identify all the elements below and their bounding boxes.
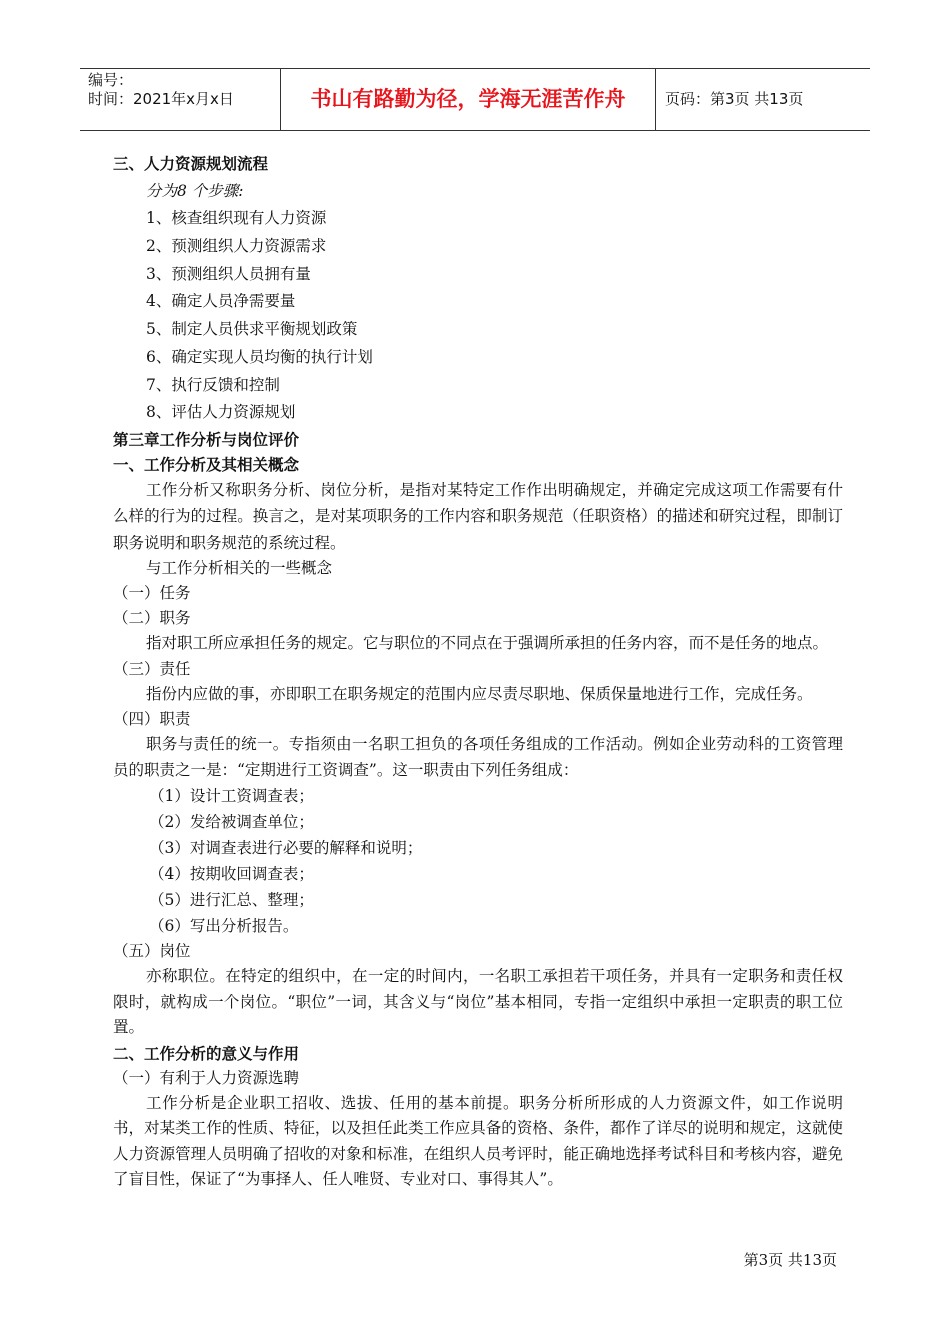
- task-item: （1）设计工资调查表；: [149, 787, 314, 806]
- chapter-title: 第三章工作分析与岗位评价: [113, 429, 300, 449]
- paragraph: 工作分析是企业职工招收、选拔、任用的基本前提。职务分析所形成的人力资源文件，如工作说明书，对某类工作的性质、特征，以及担任此类工作应具备的资格、条件，都作了详尽的说明和规定，这就使人力资源管理人员明确了招收的对象和标准，在组织人员考评时，能正确地选择考试科目和考核内容，避免了盲目性，保证了“为事择人、任人唯贤、专业对口、事得其人”。: [113, 1093, 843, 1189]
- step-item: 4、确定人员净需要量: [146, 292, 296, 311]
- page-footer: 第3页 共13页: [743, 1251, 837, 1269]
- paragraph: 指份内应做的事，亦即职工在职务规定的范围内应尽责尽职地、保质保量地进行工作，完成任务。: [146, 684, 813, 703]
- task-item: （2）发给被调查单位；: [149, 813, 314, 832]
- task-item: （6）写出分析报告。: [149, 917, 299, 936]
- task-item: （4）按期收回调查表；: [149, 865, 314, 884]
- subsection-heading: （一）有利于人力资源选聘: [113, 1068, 300, 1087]
- page-header: [80, 68, 870, 131]
- section-title: 三、人力资源规划流程: [113, 154, 269, 173]
- concept-heading: （二）职务: [113, 609, 191, 628]
- paragraph: 职务与责任的统一。专指须由一名职工担负的各项任务组成的工作活动。例如企业劳动科的工资管理员的职责之一是：“定期进行工资调查”。这一职责由下列任务组成：: [113, 735, 843, 779]
- document-number-label: 编号：: [88, 71, 134, 89]
- step-item: 6、确定实现人员均衡的执行计划: [146, 347, 373, 366]
- section-title: 二、工作分析的意义与作用: [113, 1043, 300, 1063]
- header-motto: 书山有路勤为径，学海无涯苦作舟: [280, 69, 656, 130]
- task-item: （3）对调查表进行必要的解释和说明；: [149, 839, 423, 858]
- concept-heading: （三）责任: [113, 659, 191, 678]
- concept-heading: （一）任务: [113, 584, 191, 603]
- document-date: 时间：2021年x月x日: [88, 90, 234, 108]
- concepts-intro: 与工作分析相关的一些概念: [146, 559, 333, 578]
- step-item: 2、预测组织人力资源需求: [146, 237, 327, 256]
- paragraph: 指对职工所应承担任务的规定。它与职位的不同点在于强调所承担的任务内容，而不是任务的地点。: [146, 634, 829, 653]
- paragraph: 工作分析又称职务分析、岗位分析，是指对某特定工作作出明确规定，并确定完成这项工作需要有什么样的行为的过程。换言之，是对某项职务的工作内容和职务规范（任职资格）的描述和研究过程，即制订职务说明和职务规范的系统过程。: [113, 480, 843, 552]
- step-item: 7、执行反馈和控制: [146, 375, 280, 394]
- document-body: [113, 150, 843, 1193]
- header-meta: [80, 69, 280, 130]
- header-page-info: 页码：第3页 共13页: [665, 90, 804, 108]
- concept-heading: （五）岗位: [113, 942, 191, 961]
- steps-intro: 分为8 个步骤:: [146, 181, 244, 200]
- concept-heading: （四）职责: [113, 710, 191, 729]
- step-item: 3、预测组织人员拥有量: [146, 264, 311, 283]
- step-item: 1、核查组织现有人力资源: [146, 209, 327, 228]
- paragraph: 亦称职位。在特定的组织中，在一定的时间内，一名职工承担若干项任务，并具有一定职务和责任权限时，就构成一个岗位。“职位”一词，其含义与“岗位”基本相同，专指一定组织中承担一定职责的职工位置。: [113, 967, 843, 1037]
- step-item: 5、制定人员供求平衡规划政策: [146, 320, 358, 339]
- step-item: 8、评估人力资源规划: [146, 403, 296, 422]
- task-item: （5）进行汇总、整理；: [149, 891, 314, 910]
- section-title: 一、工作分析及其相关概念: [113, 454, 300, 474]
